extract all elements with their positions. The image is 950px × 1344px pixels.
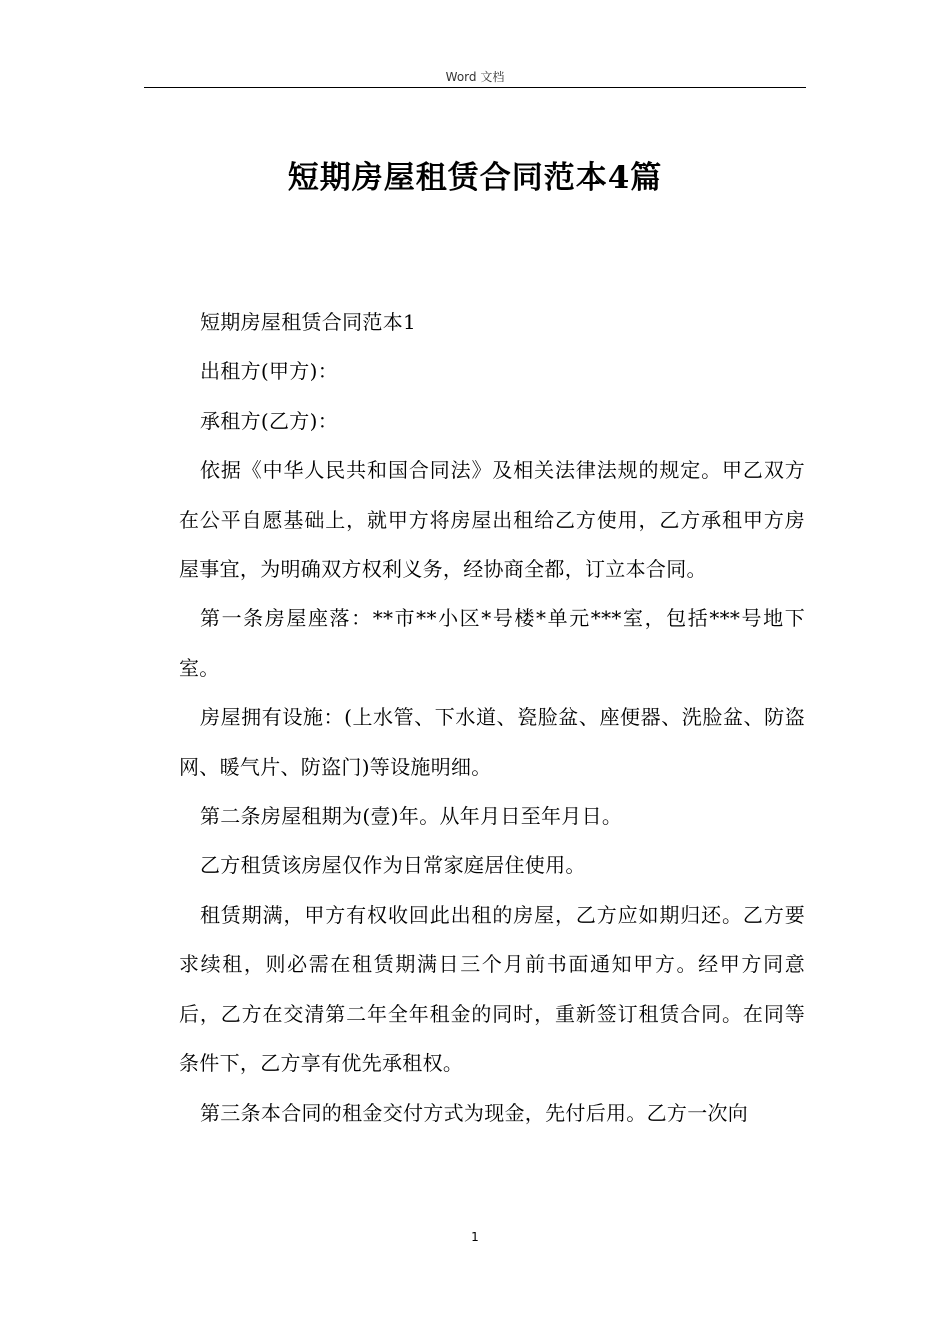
- lessee-line: 承租方(乙方)：: [200, 408, 339, 433]
- usage-paragraph: 乙方租赁该房屋仅作为日常家庭居住使用。: [200, 853, 586, 878]
- section-heading: 短期房屋租赁合同范本1: [200, 310, 417, 334]
- page-number: 1: [471, 1230, 479, 1244]
- article-1-paragraph: 第一条房屋座落：**市**小区*号楼*单元***室，包括***号地下室。: [179, 606, 805, 680]
- facilities-paragraph: 房屋拥有设施：(上水管、下水道、瓷脸盆、座便器、洗脸盆、防盗网、暖气片、防盗门)等设施明细。: [179, 705, 805, 779]
- document-body: [179, 298, 805, 1138]
- article-3-paragraph: 第三条本合同的租金交付方式为现金，先付后用。乙方一次向: [200, 1100, 749, 1125]
- header-divider: [144, 87, 806, 88]
- article-2-paragraph: 第二条房屋租期为(壹)年。从年月日至年月日。: [200, 804, 623, 829]
- preamble-paragraph: 依据《中华人民共和国合同法》及相关法律法规的规定。甲乙双方在公平自愿基础上，就甲方将房屋出租给乙方使用，乙方承租甲方房屋事宜，为明确双方权利义务，经协商全都，订立本合同。: [179, 458, 805, 582]
- header-label: Word 文档: [445, 70, 505, 84]
- lessor-line: 出租方(甲方)：: [200, 359, 339, 384]
- document-title: 短期房屋租赁合同范本4篇: [287, 160, 663, 196]
- renewal-paragraph: 租赁期满，甲方有权收回此出租的房屋，乙方应如期归还。乙方要求续租，则必需在租赁期满日三个月前书面通知甲方。经甲方同意后，乙方在交清第二年全年租金的同时，重新签订租赁合同。在同等条件下，乙方享有优先承租权。: [179, 902, 805, 1076]
